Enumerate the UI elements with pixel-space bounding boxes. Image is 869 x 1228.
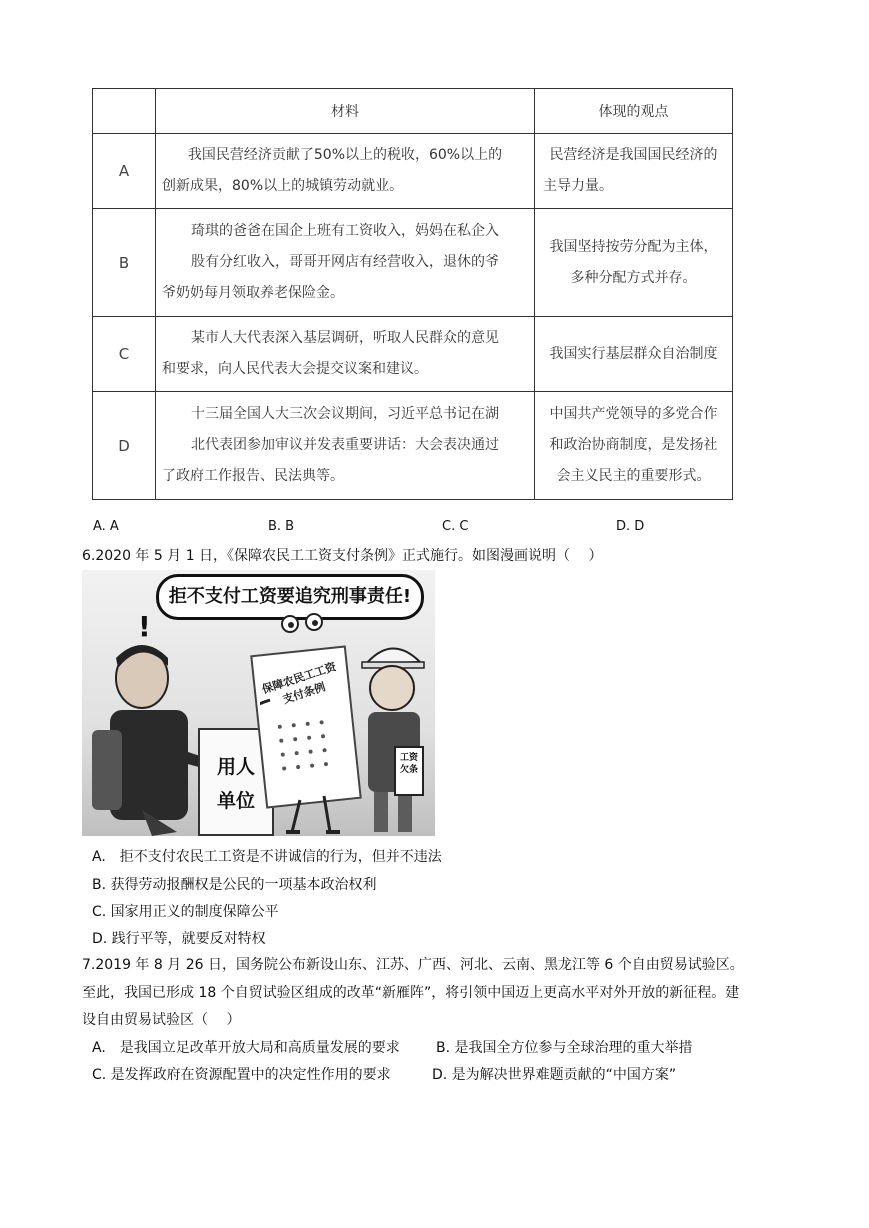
q7-option-a[interactable]: A. 是我国立足改革开放大局和高质量发展的要求 bbox=[92, 1040, 400, 1056]
table-row bbox=[93, 134, 733, 209]
header-view: 体现的观点 bbox=[535, 89, 733, 134]
row-view bbox=[535, 317, 733, 392]
q7-option-c[interactable]: C. 是发挥政府在资源配置中的决定性作用的要求 bbox=[92, 1067, 391, 1083]
material-line: 我国民营经济贡献了50%以上的税收，60%以上的 bbox=[187, 147, 503, 163]
table-header-row bbox=[93, 89, 733, 134]
q6-option-c[interactable]: C. 国家用正义的制度保障公平 bbox=[92, 904, 279, 920]
view-line: 会主义民主的重要形式。 bbox=[556, 468, 711, 484]
q5-option-b[interactable]: B. B bbox=[268, 519, 295, 534]
view-line: 主导力量。 bbox=[543, 178, 613, 194]
material-line: 股有分红收入，哥哥开网店有经营收入，退休的爷 bbox=[191, 254, 499, 270]
view-line: 和政治协商制度，是发扬社 bbox=[549, 437, 718, 453]
row-label: C bbox=[93, 317, 156, 392]
worker-figure-icon bbox=[352, 636, 435, 836]
row-label: B bbox=[93, 209, 156, 317]
desk-line2: 单位 bbox=[216, 790, 255, 812]
material-line: 某市人大代表深入基层调研，听取人民群众的意见 bbox=[191, 330, 499, 346]
materials-table bbox=[92, 88, 733, 500]
row-material bbox=[156, 209, 535, 317]
desk-line1: 用人 bbox=[216, 756, 255, 778]
q7-stem-line3: 设自由贸易试验区（ ） bbox=[82, 1012, 241, 1028]
row-material bbox=[156, 317, 535, 392]
row-material bbox=[156, 134, 535, 209]
q6-option-b[interactable]: B. 获得劳动报酬权是公民的一项基本政治权利 bbox=[92, 877, 377, 893]
view-line: 多种分配方式并存。 bbox=[570, 269, 697, 286]
material-line: 了政府工作报告、民法典等。 bbox=[162, 468, 344, 484]
q5-option-c[interactable]: C. C bbox=[442, 519, 469, 534]
q6-option-a[interactable]: A. 拒不支付农民工工资是不讲诚信的行为，但并不违法 bbox=[92, 849, 442, 865]
document-title: 保障农民工工资支付条例 bbox=[260, 660, 338, 707]
q7-option-d[interactable]: D. 是为解决世界难题贡献的“中国方案” bbox=[432, 1067, 677, 1083]
table-row bbox=[93, 209, 733, 317]
table-row bbox=[93, 392, 733, 500]
row-view bbox=[535, 209, 733, 317]
view-line: 民营经济是我国国民经济的 bbox=[549, 147, 718, 163]
row-label: A bbox=[93, 134, 156, 209]
q6-option-d[interactable]: D. 践行平等，就要反对特权 bbox=[92, 931, 266, 947]
material-line: 创新成果，80%以上的城镇劳动就业。 bbox=[162, 178, 404, 194]
material-line: 十三届全国人大三次会议期间，习近平总书记在湖 bbox=[191, 406, 499, 422]
row-label: D bbox=[93, 392, 156, 500]
material-line: 琦琪的爸爸在国企上班有工资收入，妈妈在私企入 bbox=[191, 223, 499, 239]
header-empty-cell bbox=[93, 89, 156, 134]
table-row bbox=[93, 317, 733, 392]
row-material bbox=[156, 392, 535, 500]
q6-stem: 6.2020 年 5 月 1 日，《保障农民工工资支付条例》正式施行。如图漫画说明（ ） bbox=[82, 548, 603, 564]
view-line: 中国共产党领导的多党合作 bbox=[549, 406, 718, 422]
q5-option-d[interactable]: D. D bbox=[616, 519, 645, 534]
q7-stem-line1: 7.2019 年 8 月 26 日，国务院公布新设山东、江苏、广西、河北、云南、黑龙江等 6 个自由贸易试验区。 bbox=[82, 957, 744, 973]
header-material: 材料 bbox=[156, 89, 535, 134]
view-line: 我国坚持按劳分配为主体， bbox=[549, 238, 718, 255]
cartoon-exclaim: ! bbox=[138, 610, 151, 643]
row-view bbox=[535, 392, 733, 500]
cartoon-speech-bubble: 拒不支付工资要追究刑事责任! bbox=[156, 574, 424, 620]
q7-option-b[interactable]: B. 是我国全方位参与全球治理的重大举措 bbox=[436, 1040, 693, 1056]
q5-option-a[interactable]: A. A bbox=[93, 519, 119, 534]
material-line: 爷奶奶每月领取养老保险金。 bbox=[162, 285, 344, 301]
material-line: 北代表团参加审议并发表重要讲话：大会表决通过 bbox=[191, 437, 499, 453]
row-view bbox=[535, 134, 733, 209]
q6-cartoon bbox=[82, 570, 435, 836]
material-line: 和要求，向人民代表大会提交议案和建议。 bbox=[162, 361, 428, 377]
wage-iou-sign: 工资欠条 bbox=[394, 746, 424, 796]
view-line: 我国实行基层群众自治制度 bbox=[549, 345, 718, 362]
document-limbs-icon bbox=[260, 610, 360, 836]
q7-stem-line2: 至此，我国已形成 18 个自贸试验区组成的改革“新雁阵”，将引领中国迈上更高水平对外开放的新征程。建 bbox=[82, 985, 740, 1001]
